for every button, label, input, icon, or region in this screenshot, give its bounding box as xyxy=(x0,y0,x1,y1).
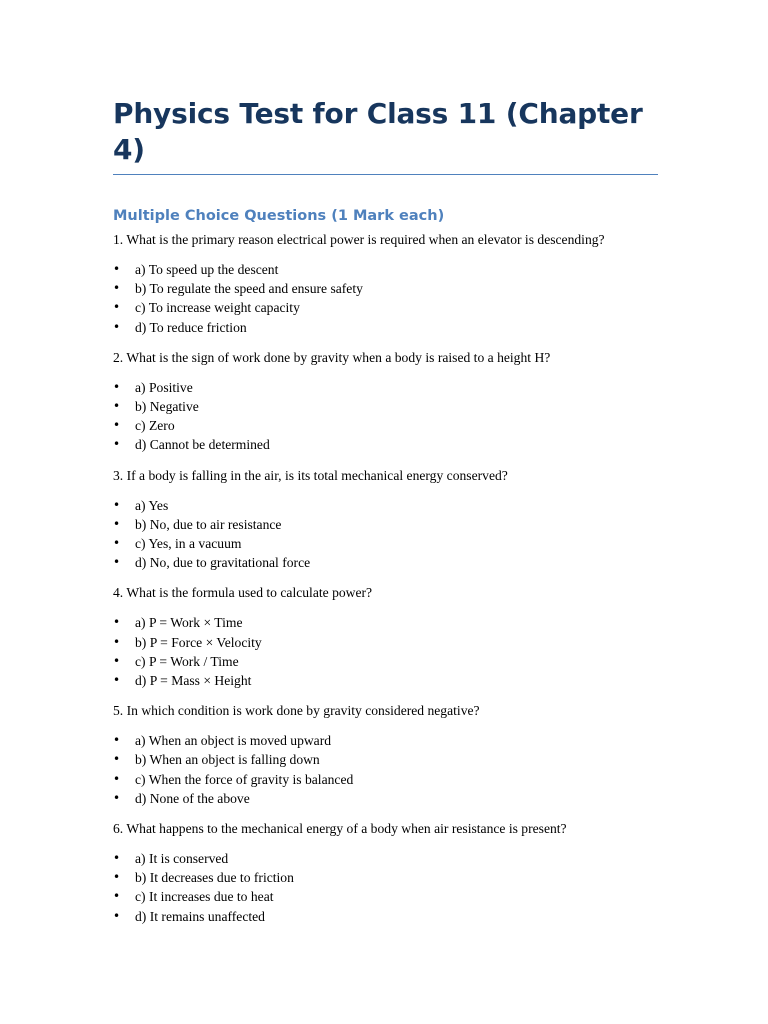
answer-option xyxy=(113,298,658,317)
answer-option-text: d) None of the above xyxy=(135,790,250,806)
answer-option-text: c) Zero xyxy=(135,418,175,434)
answer-option-text: a) Positive xyxy=(135,379,193,395)
bullet-icon: • xyxy=(113,673,121,688)
answer-option-text: a) When an object is moved upward xyxy=(135,733,332,749)
answer-option xyxy=(113,849,658,868)
answer-option xyxy=(113,868,658,887)
question-list xyxy=(113,231,658,926)
bullet-icon: • xyxy=(113,889,121,904)
question-block xyxy=(113,820,658,926)
answer-options-list xyxy=(113,849,658,926)
answer-option-text: d) No, due to gravitational force xyxy=(135,555,311,571)
answer-option-text: d) It remains unaffected xyxy=(135,908,265,924)
answer-option-text: b) No, due to air resistance xyxy=(135,516,282,532)
answer-option-text: b) To regulate the speed and ensure safety xyxy=(135,281,363,297)
answer-option xyxy=(113,318,658,337)
bullet-icon: • xyxy=(113,733,121,748)
bullet-icon: • xyxy=(113,437,121,452)
answer-option-text: b) When an object is falling down xyxy=(135,752,320,768)
answer-options-list xyxy=(113,260,658,337)
question-block xyxy=(113,231,658,337)
answer-option xyxy=(113,279,658,298)
answer-option-text: d) Cannot be determined xyxy=(135,437,270,453)
answer-option xyxy=(113,435,658,454)
answer-option-text: b) P = Force × Velocity xyxy=(135,634,262,650)
bullet-icon: • xyxy=(113,851,121,866)
answer-options-list xyxy=(113,613,658,690)
question-text: 1. What is the primary reason electrical power is required when an elevator is descending? xyxy=(113,232,605,247)
question-block xyxy=(113,467,658,573)
answer-options-list xyxy=(113,731,658,808)
answer-option-text: c) It increases due to heat xyxy=(135,889,274,905)
bullet-icon: • xyxy=(113,653,121,668)
question-text: 3. If a body is falling in the air, is its total mechanical energy conserved? xyxy=(113,467,508,483)
bullet-icon: • xyxy=(113,399,121,414)
answer-option xyxy=(113,887,658,906)
bullet-icon: • xyxy=(113,752,121,767)
bullet-icon: • xyxy=(113,516,121,531)
answer-option xyxy=(113,613,658,632)
answer-option xyxy=(113,770,658,789)
bullet-icon: • xyxy=(113,536,121,551)
answer-option xyxy=(113,515,658,534)
answer-option xyxy=(113,750,658,769)
question-block xyxy=(113,349,658,455)
question-block xyxy=(113,584,658,690)
answer-option-text: c) When the force of gravity is balanced xyxy=(135,771,354,787)
document-content xyxy=(113,96,658,938)
bullet-icon: • xyxy=(113,497,121,512)
answer-option xyxy=(113,633,658,652)
document-title: Physics Test for Class 11 (Chapter 4) xyxy=(113,96,658,175)
answer-option-text: b) It decreases due to friction xyxy=(135,870,294,886)
answer-option xyxy=(113,496,658,515)
bullet-icon: • xyxy=(113,615,121,630)
question-block xyxy=(113,702,658,808)
answer-option-text: c) P = Work / Time xyxy=(135,653,239,669)
bullet-icon: • xyxy=(113,300,121,315)
question-text: 6. What happens to the mechanical energy of a body when air resistance is present? xyxy=(113,821,567,837)
answer-option xyxy=(113,907,658,926)
answer-option xyxy=(113,731,658,750)
bullet-icon: • xyxy=(113,281,121,296)
answer-option-text: d) To reduce friction xyxy=(135,319,247,335)
bullet-icon: • xyxy=(113,771,121,786)
answer-options-list xyxy=(113,378,658,455)
answer-option xyxy=(113,260,658,279)
question-text: 2. What is the sign of work done by gravity when a body is raised to a height H? xyxy=(113,349,551,365)
bullet-icon: • xyxy=(113,870,121,885)
question-text: 4. What is the formula used to calculate power? xyxy=(113,585,373,601)
answer-option xyxy=(113,416,658,435)
bullet-icon: • xyxy=(113,555,121,570)
answer-option xyxy=(113,378,658,397)
answer-option-text: a) To speed up the descent xyxy=(135,262,279,277)
section-heading: Multiple Choice Questions (1 Mark each) xyxy=(113,208,445,224)
answer-option xyxy=(113,671,658,690)
answer-option xyxy=(113,397,658,416)
bullet-icon: • xyxy=(113,790,121,805)
answer-option xyxy=(113,553,658,572)
bullet-icon: • xyxy=(113,418,121,433)
answer-option-text: c) To increase weight capacity xyxy=(135,300,300,316)
answer-option xyxy=(113,789,658,808)
answer-option-text: a) P = Work × Time xyxy=(135,615,243,631)
answer-option xyxy=(113,652,658,671)
answer-options-list xyxy=(113,496,658,573)
answer-option-text: a) It is conserved xyxy=(135,851,229,867)
bullet-icon: • xyxy=(113,319,121,334)
bullet-icon: • xyxy=(113,262,121,276)
answer-option-text: a) Yes xyxy=(135,497,169,513)
answer-option xyxy=(113,534,658,553)
bullet-icon: • xyxy=(113,379,121,394)
answer-option-text: c) Yes, in a vacuum xyxy=(135,536,242,552)
bullet-icon: • xyxy=(113,908,121,923)
bullet-icon: • xyxy=(113,634,121,649)
answer-option-text: d) P = Mass × Height xyxy=(135,673,252,689)
question-text: 5. In which condition is work done by gravity considered negative? xyxy=(113,703,480,719)
answer-option-text: b) Negative xyxy=(135,399,199,415)
